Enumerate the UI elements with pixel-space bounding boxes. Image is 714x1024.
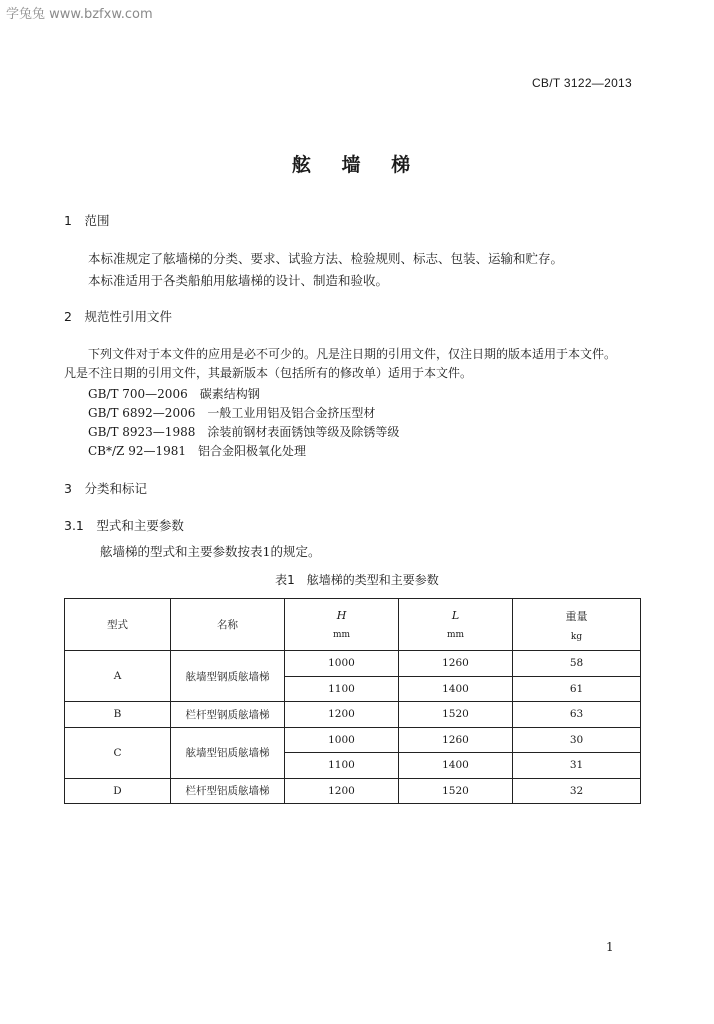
cell-h: 1200: [285, 702, 399, 728]
col-header-name: 名称: [171, 599, 285, 651]
section-1-heading: 1 范围: [64, 213, 110, 228]
section-3-heading: 3 分类和标记: [64, 481, 147, 496]
cell-h: 1100: [285, 676, 399, 702]
weight-label: 重量: [565, 609, 588, 623]
cell-type: D: [65, 778, 171, 804]
parameters-table: [64, 598, 641, 804]
cell-weight: 30: [513, 727, 641, 753]
reference-item: CB*/Z 92—1981 铝合金阳极氧化处理: [88, 444, 307, 458]
cell-l: 1520: [399, 778, 513, 804]
table-caption: 表1 舷墙梯的类型和主要参数: [275, 573, 439, 587]
section-3-1-paragraph: 舷墙梯的型式和主要参数按表1的规定。: [100, 544, 321, 559]
col-header-h: [285, 599, 399, 651]
weight-unit: kg: [570, 631, 583, 642]
h-unit: mm: [332, 630, 351, 640]
section-2-paragraph: 下列文件对于本文件的应用是必不可少的。凡是注日期的引用文件，仅注日期的版本适用于本文件。: [88, 347, 617, 361]
table-row: [65, 778, 641, 804]
h-label: H: [336, 609, 347, 622]
cell-type: C: [65, 727, 171, 778]
cell-h: 1200: [285, 778, 399, 804]
watermark: 学兔兔 www.bzfxw.com: [6, 7, 153, 22]
cell-l: 1400: [399, 676, 513, 702]
table-row: [65, 702, 641, 728]
table-header-row: [65, 599, 641, 651]
cell-weight: 63: [513, 702, 641, 728]
cell-l: 1520: [399, 702, 513, 728]
cell-name: 舷墙型铝质舷墙梯: [171, 727, 285, 778]
table-row: [65, 727, 641, 753]
section-3-1-heading: 3.1 型式和主要参数: [64, 518, 184, 533]
col-header-l: [399, 599, 513, 651]
cell-weight: 58: [513, 651, 641, 677]
cell-l: 1400: [399, 753, 513, 779]
col-header-type: 型式: [65, 599, 171, 651]
cell-name: 栏杆型铝质舷墙梯: [171, 778, 285, 804]
page-number: 1: [606, 940, 614, 954]
section-2-heading: 2 规范性引用文件: [64, 309, 172, 324]
reference-item: GB/T 8923—1988 涂装前钢材表面锈蚀等级及除锈等级: [88, 425, 400, 439]
col-header-weight: [513, 599, 641, 651]
l-unit: mm: [446, 630, 465, 640]
l-label: L: [451, 609, 460, 622]
cell-type: A: [65, 651, 171, 702]
cell-name: 舷墙型钢质舷墙梯: [171, 651, 285, 702]
cell-h: 1000: [285, 651, 399, 677]
cell-weight: 31: [513, 753, 641, 779]
standard-code: CB/T 3122—2013: [531, 76, 632, 90]
cell-h: 1000: [285, 727, 399, 753]
cell-h: 1100: [285, 753, 399, 779]
cell-type: B: [65, 702, 171, 728]
reference-item: GB/T 6892—2006 一般工业用铝及铝合金挤压型材: [88, 406, 376, 420]
section-1-paragraph: 本标准规定了舷墙梯的分类、要求、试验方法、检验规则、标志、包装、运输和贮存。: [88, 251, 564, 266]
cell-l: 1260: [399, 727, 513, 753]
document-title: 舷 墙 梯: [291, 154, 423, 176]
cell-l: 1260: [399, 651, 513, 677]
cell-weight: 32: [513, 778, 641, 804]
cell-weight: 61: [513, 676, 641, 702]
cell-name: 栏杆型钢质舷墙梯: [171, 702, 285, 728]
reference-item: GB/T 700—2006 碳素结构钢: [88, 387, 260, 401]
table-row: [65, 651, 641, 677]
section-1-paragraph: 本标准适用于各类船舶用舷墙梯的设计、制造和验收。: [88, 273, 389, 288]
section-2-paragraph: 凡是不注日期的引用文件，其最新版本（包括所有的修改单）适用于本文件。: [64, 366, 473, 380]
